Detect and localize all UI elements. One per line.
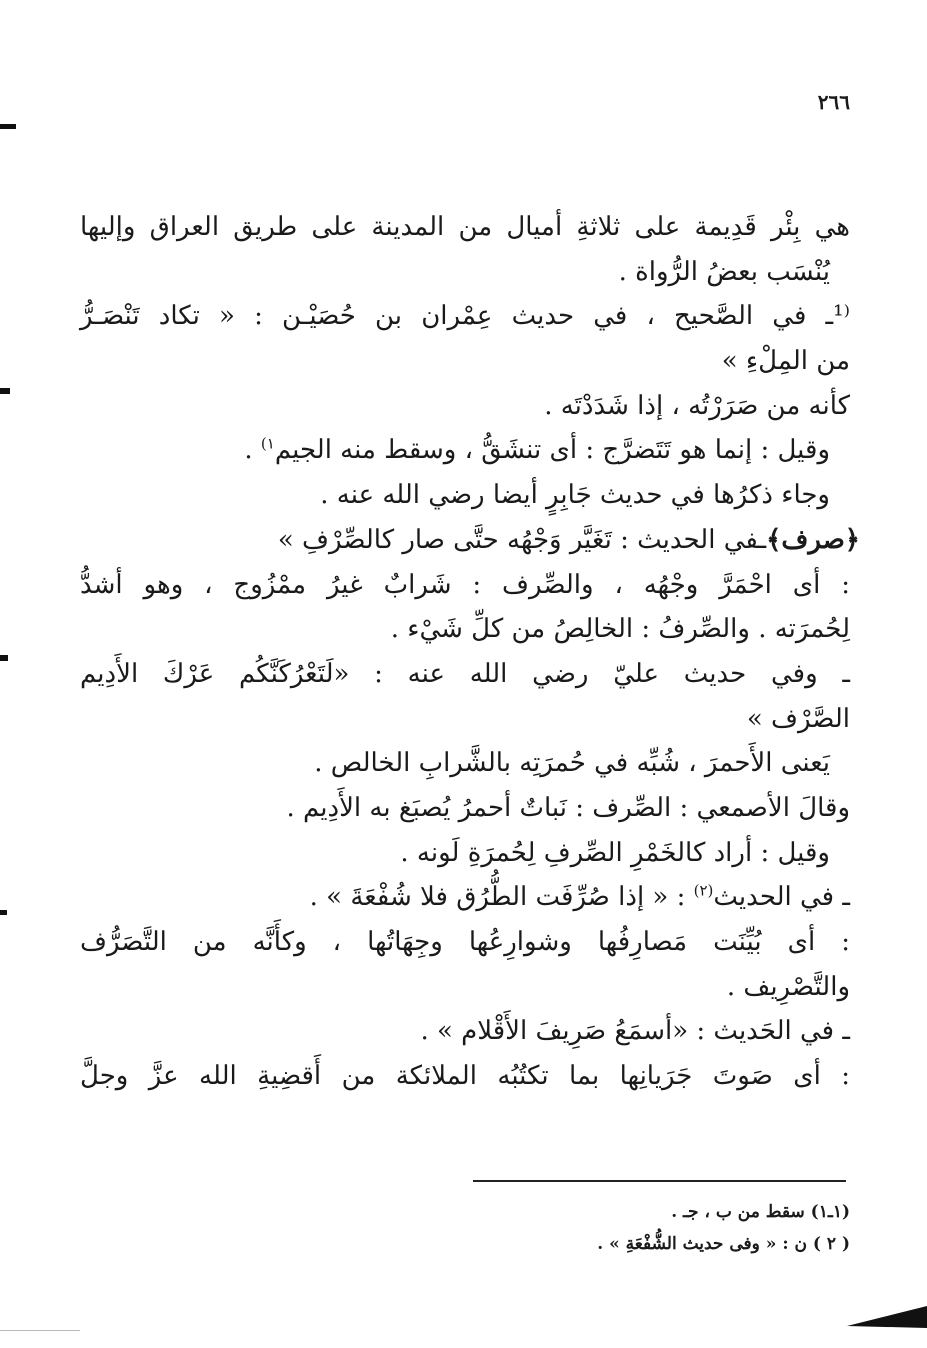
text-span: وقيل : إنما هو تَتَضرَّج : أى تنشَقُّ ، وسقط منه الجيم — [274, 435, 830, 466]
footnotes — [420, 1196, 850, 1260]
scan-edge-wedge — [847, 1298, 927, 1328]
text-line: الصَّرْف » — [746, 703, 850, 734]
body-text — [80, 205, 860, 1099]
text-line: : أى بُيِّنَت مَصارِفُها وشوارِعُها وجِهَاتُها ، وكأَنَّه من التَّصَرُّف — [80, 927, 850, 957]
scan-mark — [0, 124, 16, 129]
text-line: : أى صَوتَ جَرَيانِها بما تكتُبُه الملائكة من أَقضِيةِ الله عزَّ وجلَّ — [80, 1061, 850, 1092]
text-line: ⁽¹ـ في الصَّحيح ، في حديث عِمْران بن حُصَيْـن : « تكاد تَنْصَـرُّ — [80, 301, 850, 332]
entry-heading-line — [80, 518, 860, 563]
scan-edge-line — [0, 1330, 80, 1331]
page-number: ٢٦٦ — [817, 90, 850, 114]
text-span: . — [244, 435, 261, 466]
text-line: لِحُمرَته . والصِّرفُ : الخالِصُ من كلِّ شَيْء . — [390, 614, 850, 645]
footnote-ref: ١) — [260, 434, 275, 453]
text-line: يُنْسَب بعضُ الرُّواة . — [618, 256, 830, 287]
text-line: يَعنى الأَحمرَ ، شُبِّه في حُمرَتِه بالشَّرابِ الخالص . — [314, 748, 830, 779]
scan-mark — [0, 910, 7, 915]
text-line — [80, 875, 850, 920]
text-line: : أى احْمَرَّ وجْهُه ، والصِّرف : شَرابٌ غيرُ ممْزُوج ، وهو أشدُّ — [80, 569, 850, 600]
text-line: وقيل : أراد كالخَمْرِ الصِّرفِ لِحُمرَةِ لَونه . — [400, 837, 830, 868]
footnote: ( ٢ ) ن : « وفى حديث الشُّفْعَةِ » . — [597, 1234, 850, 1254]
text-span: في الحديث : تَغَيَّر وَجْهُه حتَّى صار كالصِّرْفِ » — [277, 524, 759, 555]
text-span: : « إذا صُرِّفَت الطُّرُق فلا شُفْعَةَ » . — [309, 882, 686, 913]
text-line: كأنه من صَرَرْتُه ، إذا شَدَدْتَه . — [544, 390, 850, 421]
root-word: ﴿صرف﴾ — [766, 524, 860, 555]
scan-mark — [0, 655, 8, 661]
text-line: والتَّصْرِيف . — [726, 971, 850, 1002]
text-line — [80, 428, 850, 473]
scan-mark — [0, 388, 10, 394]
footnote-divider — [473, 1180, 846, 1182]
footnote-ref: (٢) — [693, 881, 714, 900]
text-line: ـ وفي حديث عليّ رضي الله عنه : «لَتَعْرُكَنَّكُم عَرْكَ الأَدِيم — [80, 658, 850, 689]
text-line: ـ في الحَديث : «أسمَعُ صَرِيفَ الأَقْلام » . — [420, 1016, 850, 1047]
text-span: ـ في الحديث — [713, 882, 850, 913]
footnote: (١ـ١) سقط من ب ، جـ . — [671, 1202, 850, 1222]
text-line: هي بِئْر قَدِيمة على ثلاثةِ أميال من المدينة على طريق العراق وإليها — [80, 212, 850, 242]
text-line: من المِلْءِ » — [721, 346, 850, 377]
text-span: ـ — [758, 524, 767, 555]
text-line: وجاء ذكرُها في حديث جَابِرٍ أيضا رضي الله عنه . — [320, 480, 830, 511]
text-line: وقالَ الأصمعي : الصِّرف : نَباتٌ أحمرُ يُصبَغ به الأَدِيم . — [286, 792, 850, 823]
